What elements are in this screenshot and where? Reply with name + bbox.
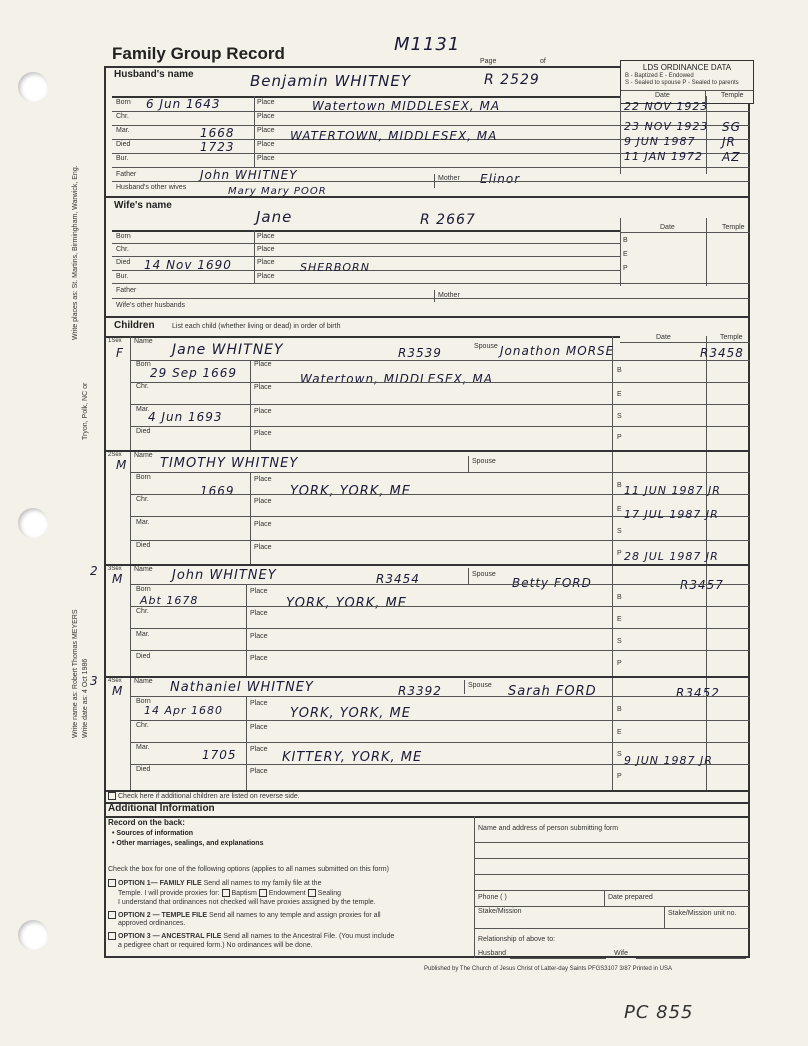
- binder-hole: [18, 72, 48, 102]
- ord-e-label: E: [617, 391, 622, 398]
- ord-e-label: E: [617, 616, 622, 623]
- write-date-instruction: Write date as: 4 Oct 1986: [82, 658, 89, 738]
- father-label: Father: [116, 287, 137, 294]
- stake-mission-field[interactable]: Stake/Mission: [478, 908, 522, 915]
- date-label: Date: [656, 334, 671, 341]
- husband-ord-b: 22 NOV 1923: [624, 100, 709, 113]
- place-label: Place: [254, 498, 272, 505]
- husband-mar-place: WATERTOWN, MIDDLESEX, MA: [290, 129, 498, 143]
- child-3-spouse-rnum: R3457: [680, 578, 724, 592]
- ordinance-header: LDS ORDINANCE DATA B - Baptized E - Endowed S - Sealed to spouse P - Sealed to parents Date Temple: [620, 60, 754, 104]
- place-label: Place: [257, 99, 275, 106]
- ord-p-label: P: [617, 434, 622, 441]
- child-1-mar: 4 Jun 1693: [148, 410, 223, 424]
- husband-mother: Elinor: [480, 172, 521, 186]
- place-label: Place: [254, 476, 272, 483]
- place-label: Place: [254, 384, 272, 391]
- children-instruction: List each child (whether living or dead) in order of birth: [172, 323, 341, 330]
- ord-p-label: P: [623, 265, 628, 272]
- child-1-sex: F: [116, 346, 124, 360]
- wife-name: Jane: [256, 208, 293, 226]
- place-label: Place: [254, 544, 272, 551]
- child-4-born: 14 Apr 1680: [144, 704, 224, 717]
- phone-field[interactable]: Phone ( ): [478, 894, 507, 901]
- place-label: Place: [250, 588, 268, 595]
- spouse-label: Spouse: [474, 343, 498, 350]
- born-label: Born: [116, 99, 131, 106]
- date-label: Date: [660, 224, 675, 231]
- child-3-born-place: YORK, YORK, ME: [286, 596, 407, 611]
- of-label: of: [540, 58, 546, 65]
- child-num: 4Sex: [108, 678, 122, 684]
- died-label: Died: [136, 428, 151, 435]
- place-label: Place: [254, 408, 272, 415]
- ord-b-label: B: [617, 482, 622, 489]
- wife-rnum: R 2667: [420, 212, 476, 228]
- spouse-label: Spouse: [472, 571, 496, 578]
- ord-b-label: B: [617, 706, 622, 713]
- relationship-label: Relationship of above to:: [478, 936, 556, 943]
- place-label: Place: [257, 141, 275, 148]
- place-label: Place: [250, 746, 268, 753]
- place-label: Place: [257, 233, 275, 240]
- chr-label: Chr.: [136, 383, 149, 390]
- temple-label: Temple: [720, 334, 743, 341]
- place-label: Place: [254, 361, 272, 368]
- child-4-mar: 1705: [202, 748, 237, 762]
- husband-section-label: Husband's name: [114, 69, 194, 80]
- husband-ord-p-temple: AZ: [722, 150, 741, 164]
- bur-label: Bur.: [116, 155, 129, 162]
- sources-item: • Sources of information: [112, 830, 194, 837]
- place-label: Place: [254, 430, 272, 437]
- died-label: Died: [136, 653, 151, 660]
- husband-ord-s-temple: JR: [722, 135, 736, 149]
- born-label: Born: [136, 474, 151, 481]
- mother-label: Mother: [438, 292, 460, 299]
- check-reverse[interactable]: Check here if additional children are listed on reverse side.: [108, 792, 300, 800]
- husband-ord-p: 11 JAN 1972: [624, 150, 703, 163]
- child-2-ord-e: 17 JUL 1987 JR: [624, 508, 719, 521]
- mar-label: Mar.: [136, 406, 150, 413]
- mother-label: Mother: [438, 175, 460, 182]
- husband-died-date: 1723: [200, 140, 235, 154]
- option-3-line2: a pedigree chart or required form.) No ordinances will be done.: [118, 942, 313, 949]
- father-label: Father: [116, 171, 137, 178]
- form-title: Family Group Record: [112, 44, 285, 63]
- child-4-margin-mark: 3: [90, 674, 99, 688]
- child-1-born: 29 Sep 1669: [150, 366, 238, 380]
- place-label: Place: [250, 655, 268, 662]
- place-label: Place: [257, 127, 275, 134]
- ord-p-label: P: [617, 660, 622, 667]
- mar-label: Mar.: [116, 127, 130, 134]
- children-section-label: Children: [114, 320, 155, 331]
- child-4-rnum: R3392: [398, 684, 442, 698]
- chr-label: Chr.: [136, 496, 149, 503]
- child-num: 2Sex: [108, 452, 122, 458]
- child-3-spouse: Betty FORD: [512, 576, 592, 590]
- husband-other-wives: Mary Mary POOR: [228, 186, 327, 197]
- child-4-spouse: Sarah FORD: [508, 684, 597, 699]
- wife-died-date: 14 Nov 1690: [144, 258, 232, 272]
- date-prepared-field[interactable]: Date prepared: [608, 894, 653, 901]
- child-3-name: John WHITNEY: [172, 568, 277, 583]
- ord-b-label: B: [617, 594, 622, 601]
- born-label: Born: [136, 361, 151, 368]
- child-4-sex: M: [112, 684, 124, 698]
- option-3[interactable]: OPTION 3 — ANCESTRAL FILE Send all names to the Ancestral File. (You must include: [108, 932, 394, 940]
- ord-b-label: B: [617, 367, 622, 374]
- chr-label: Chr.: [136, 608, 149, 615]
- child-num: 3Sex: [108, 566, 122, 572]
- died-label: Died: [116, 141, 131, 148]
- page-label: Page: [480, 58, 497, 65]
- place-label: Place: [257, 273, 275, 280]
- died-label: Died: [116, 259, 131, 266]
- child-num: 1Sex: [108, 338, 122, 344]
- name-label: Name: [134, 678, 153, 685]
- child-1-name: Jane WHITNEY: [172, 342, 284, 358]
- binder-hole: [18, 920, 48, 950]
- child-4-mar-place: KITTERY, YORK, ME: [282, 750, 423, 765]
- mar-label: Mar.: [136, 744, 150, 751]
- died-label: Died: [136, 542, 151, 549]
- option-1-line3: I understand that ordinances not checked will have proxies assigned by the temple.: [118, 899, 376, 906]
- record-back-label: Record on the back:: [108, 818, 185, 827]
- born-label: Born: [116, 233, 131, 240]
- child-1-born-place: Watertown, MIDDLESEX, MA: [300, 372, 493, 386]
- husband-name: Benjamin WHITNEY: [250, 72, 411, 90]
- born-label: Born: [136, 586, 151, 593]
- child-2-name: TIMOTHY WHITNEY: [160, 456, 299, 471]
- husband-father: John WHITNEY: [200, 168, 298, 182]
- name-label: Name: [134, 566, 153, 573]
- write-name-instruction: Write name as: Robert Thomas MEYERS: [72, 609, 79, 738]
- ord-s-label: S: [617, 528, 622, 535]
- handwritten-id: M1131: [394, 34, 461, 55]
- mar-label: Mar.: [136, 631, 150, 638]
- handwritten-code: PC 855: [624, 1002, 694, 1023]
- ord-p-label: P: [617, 550, 622, 557]
- child-3-margin-mark: 2: [90, 564, 99, 578]
- chr-label: Chr.: [116, 246, 129, 253]
- husband-rnum: R 2529: [484, 72, 540, 88]
- husband-relationship-field[interactable]: Husband: [478, 950, 507, 957]
- wife-relationship-field[interactable]: Wife: [614, 950, 628, 957]
- name-label: Name: [134, 338, 153, 345]
- child-2-ord-b: 11 JUN 1987 JR: [624, 484, 721, 497]
- place-label: Place: [257, 259, 275, 266]
- husband-ord-e: 23 NOV 1923: [624, 120, 709, 133]
- place-label: Place: [257, 155, 275, 162]
- write-places-instruction-2: Tryon, Polk, NC or: [82, 382, 89, 440]
- place-label: Place: [257, 246, 275, 253]
- born-label: Born: [136, 698, 151, 705]
- child-2-ord-p: 28 JUL 1987 JR: [624, 550, 719, 563]
- ord-e-label: E: [617, 506, 622, 513]
- place-label: Place: [257, 113, 275, 120]
- wife-died-place: SHERBORN: [300, 261, 370, 274]
- mar-label: Mar.: [136, 519, 150, 526]
- other-husbands-label: Wife's other husbands: [116, 302, 186, 309]
- ord-s-label: S: [617, 413, 622, 420]
- bur-label: Bur.: [116, 273, 129, 280]
- place-label: Place: [250, 700, 268, 707]
- place-label: Place: [250, 768, 268, 775]
- other-wives-label: Husband's other wives: [116, 184, 187, 191]
- child-2-born: 1669: [200, 484, 235, 498]
- place-label: Place: [250, 724, 268, 731]
- child-4-name: Nathaniel WHITNEY: [170, 680, 314, 695]
- husband-ord-s: 9 JUN 1987: [624, 135, 696, 148]
- ord-p-label: P: [617, 773, 622, 780]
- submitter-label: Name and address of person submitting form: [478, 825, 619, 832]
- child-4-ord-s: 9 JUN 1987 JR: [624, 754, 713, 767]
- husband-born-date: 6 Jun 1643: [146, 97, 221, 111]
- husband-born-place: Watertown MIDDLESEX, MA: [312, 99, 501, 113]
- child-4-born-place: YORK, YORK, ME: [290, 706, 411, 721]
- ord-s-label: S: [617, 638, 622, 645]
- husband-ord-e-temple: SG: [722, 120, 741, 134]
- additional-info-heading: Additional Information: [108, 803, 215, 814]
- child-1-spouse-rnum: R3458: [700, 346, 744, 360]
- child-2-sex: M: [116, 458, 128, 472]
- spouse-label: Spouse: [472, 458, 496, 465]
- child-2-born-place: YORK, YORK, ME: [290, 484, 411, 499]
- ord-e-label: E: [617, 729, 622, 736]
- other-item: • Other marriages, sealings, and explanations: [112, 840, 264, 847]
- option-1-line2: Temple. I will provide proxies for: Baptism Endowment Sealing: [118, 889, 342, 897]
- place-label: Place: [250, 610, 268, 617]
- chr-label: Chr.: [136, 722, 149, 729]
- ord-s-label: S: [617, 751, 622, 758]
- child-4-spouse-rnum: R3452: [676, 686, 720, 700]
- child-1-rnum: R3539: [398, 346, 442, 360]
- write-places-instruction: Write places as: St. Martins, Birmingham, Warwick, Eng.: [72, 165, 79, 340]
- place-label: Place: [250, 633, 268, 640]
- place-label: Place: [254, 521, 272, 528]
- stake-unit-field[interactable]: Stake/Mission unit no.: [668, 910, 737, 917]
- option-2[interactable]: OPTION 2 — TEMPLE FILE Send all names to any temple and assign proxies for all: [108, 911, 381, 919]
- died-label: Died: [136, 766, 151, 773]
- husband-mar-date: 1668: [200, 126, 235, 140]
- temple-label: Temple: [722, 224, 745, 231]
- binder-hole: [18, 508, 48, 538]
- child-3-rnum: R3454: [376, 572, 420, 586]
- ord-b-label: B: [623, 237, 628, 244]
- child-3-sex: M: [112, 572, 124, 586]
- child-1-spouse: Jonathon MORSE: [500, 344, 615, 358]
- option-1[interactable]: OPTION 1— FAMILY FILE Send all names to my family file at the: [108, 879, 321, 887]
- check-box-instruction: Check the box for one of the following options (applies to all names submitted on this form): [108, 866, 389, 873]
- child-3-born: Abt 1678: [140, 594, 199, 607]
- chr-label: Chr.: [116, 113, 129, 120]
- spouse-label: Spouse: [468, 682, 492, 689]
- name-label: Name: [134, 452, 153, 459]
- ord-e-label: E: [623, 251, 628, 258]
- wife-section-label: Wife's name: [114, 200, 172, 211]
- option-2-line2: approved ordinances.: [118, 920, 186, 927]
- publisher-line: Published by The Church of Jesus Christ of Latter-day Saints PFGS3107 3/87 Printed in USA: [424, 966, 673, 972]
